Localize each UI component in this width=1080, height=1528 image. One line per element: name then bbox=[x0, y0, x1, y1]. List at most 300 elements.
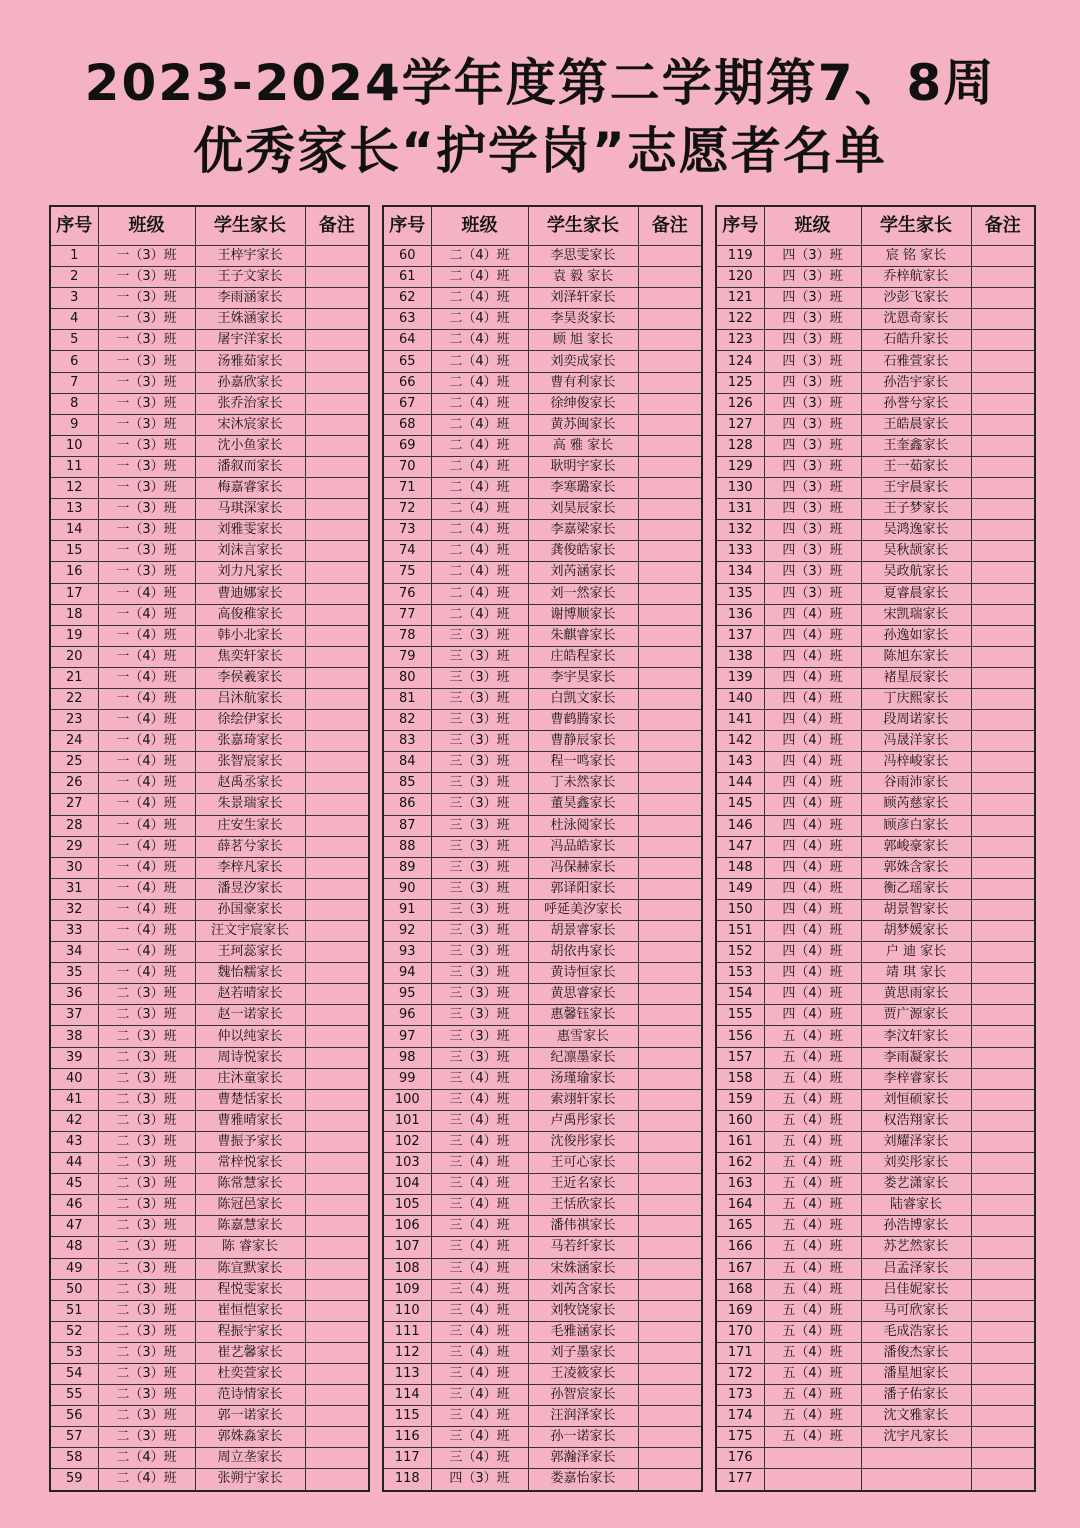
row-index: 95 bbox=[383, 984, 431, 1005]
row-parent-name bbox=[861, 1469, 971, 1491]
row-remark bbox=[971, 541, 1035, 562]
row-parent-name: 屠宇洋家长 bbox=[195, 330, 305, 351]
row-remark bbox=[971, 435, 1035, 456]
table-row bbox=[50, 667, 369, 688]
row-index: 72 bbox=[383, 499, 431, 520]
row-class: 四（3）班 bbox=[431, 1469, 528, 1491]
row-remark bbox=[971, 688, 1035, 709]
table-row bbox=[716, 562, 1035, 583]
row-remark bbox=[971, 1363, 1035, 1384]
row-index: 78 bbox=[383, 625, 431, 646]
row-remark bbox=[305, 773, 369, 794]
row-index: 151 bbox=[716, 921, 764, 942]
row-index: 110 bbox=[383, 1300, 431, 1321]
row-index: 3 bbox=[50, 288, 98, 309]
row-parent-name: 张智宸家长 bbox=[195, 752, 305, 773]
row-index: 10 bbox=[50, 435, 98, 456]
row-parent-name: 宸 铭 家长 bbox=[861, 246, 971, 267]
row-index: 92 bbox=[383, 921, 431, 942]
row-index: 2 bbox=[50, 267, 98, 288]
table-row bbox=[50, 688, 369, 709]
table-header-row bbox=[50, 206, 369, 246]
row-class: 二（3）班 bbox=[98, 1300, 195, 1321]
row-class: 三（4）班 bbox=[431, 1237, 528, 1258]
row-parent-name: 张嘉琦家长 bbox=[195, 731, 305, 752]
row-remark bbox=[305, 688, 369, 709]
row-remark bbox=[971, 1216, 1035, 1237]
table-row bbox=[50, 1321, 369, 1342]
table-row bbox=[716, 1342, 1035, 1363]
row-class: 一（4）班 bbox=[98, 604, 195, 625]
table-row bbox=[383, 688, 702, 709]
row-parent-name: 顾彦白家长 bbox=[861, 815, 971, 836]
table-row bbox=[716, 942, 1035, 963]
row-remark bbox=[638, 984, 702, 1005]
row-class: 三（3）班 bbox=[431, 878, 528, 899]
row-index: 88 bbox=[383, 836, 431, 857]
row-parent-name: 韩小北家长 bbox=[195, 625, 305, 646]
row-remark bbox=[638, 899, 702, 920]
table-row bbox=[50, 1174, 369, 1195]
row-class: 四（4）班 bbox=[764, 899, 861, 920]
row-remark bbox=[638, 1258, 702, 1279]
table-row bbox=[383, 1047, 702, 1068]
row-class: 二（3）班 bbox=[98, 1005, 195, 1026]
row-parent-name: 张朔宁家长 bbox=[195, 1469, 305, 1491]
row-class: 三（3）班 bbox=[431, 899, 528, 920]
table-row bbox=[383, 921, 702, 942]
row-remark bbox=[971, 1321, 1035, 1342]
row-index: 90 bbox=[383, 878, 431, 899]
row-remark bbox=[638, 1448, 702, 1469]
table-row bbox=[716, 667, 1035, 688]
table-row bbox=[383, 646, 702, 667]
row-remark bbox=[305, 1321, 369, 1342]
row-class: 二（4）班 bbox=[431, 541, 528, 562]
row-index: 73 bbox=[383, 520, 431, 541]
row-class: 一（3）班 bbox=[98, 520, 195, 541]
row-class: 四（4）班 bbox=[764, 878, 861, 899]
table-row bbox=[50, 478, 369, 499]
row-parent-name: 赵禹丞家长 bbox=[195, 773, 305, 794]
table-row bbox=[50, 710, 369, 731]
row-remark bbox=[638, 393, 702, 414]
row-parent-name bbox=[861, 1448, 971, 1469]
row-index: 5 bbox=[50, 330, 98, 351]
table-row bbox=[50, 456, 369, 477]
row-index: 45 bbox=[50, 1174, 98, 1195]
row-parent-name: 权浩翔家长 bbox=[861, 1110, 971, 1131]
row-remark bbox=[638, 942, 702, 963]
row-parent-name: 丁庆熙家长 bbox=[861, 688, 971, 709]
row-index: 47 bbox=[50, 1216, 98, 1237]
row-remark bbox=[971, 899, 1035, 920]
table-row bbox=[383, 1110, 702, 1131]
row-class: 四（3）班 bbox=[764, 541, 861, 562]
row-class: 四（3）班 bbox=[764, 246, 861, 267]
table-row bbox=[50, 372, 369, 393]
row-index: 143 bbox=[716, 752, 764, 773]
row-index: 22 bbox=[50, 688, 98, 709]
row-parent-name: 孙逸如家长 bbox=[861, 625, 971, 646]
row-parent-name: 赵若晴家长 bbox=[195, 984, 305, 1005]
row-class: 三（4）班 bbox=[431, 1131, 528, 1152]
row-index: 55 bbox=[50, 1385, 98, 1406]
row-index: 118 bbox=[383, 1469, 431, 1491]
table-row bbox=[50, 1363, 369, 1384]
row-class: 一（3）班 bbox=[98, 372, 195, 393]
row-remark bbox=[305, 1385, 369, 1406]
row-remark bbox=[305, 1195, 369, 1216]
row-remark bbox=[971, 1300, 1035, 1321]
row-parent-name: 高俊稚家长 bbox=[195, 604, 305, 625]
table-row bbox=[383, 1005, 702, 1026]
row-class: 三（3）班 bbox=[431, 646, 528, 667]
row-remark bbox=[305, 604, 369, 625]
table-row bbox=[716, 1005, 1035, 1026]
row-class: 一（4）班 bbox=[98, 836, 195, 857]
row-index: 91 bbox=[383, 899, 431, 920]
row-class: 一（4）班 bbox=[98, 731, 195, 752]
row-index: 23 bbox=[50, 710, 98, 731]
table-row bbox=[716, 1047, 1035, 1068]
table-row bbox=[383, 288, 702, 309]
row-class: 五（4）班 bbox=[764, 1321, 861, 1342]
row-parent-name: 潘俊杰家长 bbox=[861, 1342, 971, 1363]
table-row bbox=[716, 520, 1035, 541]
row-class: 二（3）班 bbox=[98, 1068, 195, 1089]
row-index: 107 bbox=[383, 1237, 431, 1258]
row-class: 一（4）班 bbox=[98, 899, 195, 920]
row-parent-name: 王恬欣家长 bbox=[528, 1195, 638, 1216]
row-remark bbox=[971, 1448, 1035, 1469]
row-parent-name: 宋沐宸家长 bbox=[195, 414, 305, 435]
table-row bbox=[383, 1363, 702, 1384]
row-parent-name: 耿明宇家长 bbox=[528, 456, 638, 477]
header-class: 班级 bbox=[98, 206, 195, 246]
table-row bbox=[50, 1448, 369, 1469]
row-parent-name: 呼延美汐家长 bbox=[528, 899, 638, 920]
table-row bbox=[716, 794, 1035, 815]
row-index: 58 bbox=[50, 1448, 98, 1469]
row-class: 三（4）班 bbox=[431, 1174, 528, 1195]
row-remark bbox=[638, 1026, 702, 1047]
row-remark bbox=[638, 1110, 702, 1131]
header-parent: 学生家长 bbox=[195, 206, 305, 246]
row-parent-name: 索翊轩家长 bbox=[528, 1089, 638, 1110]
row-parent-name: 陈常慧家长 bbox=[195, 1174, 305, 1195]
row-index: 177 bbox=[716, 1469, 764, 1491]
row-parent-name: 胡依冉家长 bbox=[528, 942, 638, 963]
row-parent-name: 李思雯家长 bbox=[528, 246, 638, 267]
row-remark bbox=[638, 794, 702, 815]
row-parent-name: 常梓悦家长 bbox=[195, 1153, 305, 1174]
row-remark bbox=[305, 246, 369, 267]
row-remark bbox=[971, 963, 1035, 984]
row-remark bbox=[305, 1131, 369, 1152]
row-class: 三（3）班 bbox=[431, 942, 528, 963]
table-row bbox=[383, 1131, 702, 1152]
row-remark bbox=[971, 878, 1035, 899]
row-class: 一（4）班 bbox=[98, 583, 195, 604]
table-row bbox=[50, 1258, 369, 1279]
table-row bbox=[50, 1195, 369, 1216]
row-remark bbox=[305, 1237, 369, 1258]
row-class: 二（3）班 bbox=[98, 1131, 195, 1152]
row-index: 164 bbox=[716, 1195, 764, 1216]
table-row bbox=[716, 309, 1035, 330]
header-remark: 备注 bbox=[638, 206, 702, 246]
row-index: 81 bbox=[383, 688, 431, 709]
row-class: 二（3）班 bbox=[98, 1089, 195, 1110]
table-row bbox=[716, 878, 1035, 899]
row-remark bbox=[971, 1258, 1035, 1279]
row-parent-name: 王子文家长 bbox=[195, 267, 305, 288]
row-class: 二（4）班 bbox=[431, 583, 528, 604]
table-row bbox=[383, 520, 702, 541]
row-parent-name: 潘叙而家长 bbox=[195, 456, 305, 477]
row-class: 三（4）班 bbox=[431, 1089, 528, 1110]
row-parent-name: 赵一诺家长 bbox=[195, 1005, 305, 1026]
row-index: 159 bbox=[716, 1089, 764, 1110]
row-remark bbox=[638, 288, 702, 309]
row-index: 120 bbox=[716, 267, 764, 288]
row-remark bbox=[971, 1195, 1035, 1216]
row-remark bbox=[971, 625, 1035, 646]
row-index: 157 bbox=[716, 1047, 764, 1068]
table-row bbox=[716, 246, 1035, 267]
row-class: 二（3）班 bbox=[98, 1153, 195, 1174]
table-header-row bbox=[716, 206, 1035, 246]
row-index: 35 bbox=[50, 963, 98, 984]
row-class: 四（4）班 bbox=[764, 752, 861, 773]
row-parent-name: 娄艺潇家长 bbox=[861, 1174, 971, 1195]
row-remark bbox=[638, 330, 702, 351]
row-index: 82 bbox=[383, 710, 431, 731]
row-index: 97 bbox=[383, 1026, 431, 1047]
row-parent-name: 汤瑾瑜家长 bbox=[528, 1068, 638, 1089]
row-index: 125 bbox=[716, 372, 764, 393]
row-parent-name: 孙誉兮家长 bbox=[861, 393, 971, 414]
row-parent-name: 陈嘉慧家长 bbox=[195, 1216, 305, 1237]
row-remark bbox=[638, 1363, 702, 1384]
row-parent-name: 陈旭东家长 bbox=[861, 646, 971, 667]
row-remark bbox=[971, 1110, 1035, 1131]
row-parent-name: 董昊鑫家长 bbox=[528, 794, 638, 815]
row-remark bbox=[971, 752, 1035, 773]
header-parent: 学生家长 bbox=[861, 206, 971, 246]
row-index: 113 bbox=[383, 1363, 431, 1384]
table-row bbox=[383, 330, 702, 351]
row-remark bbox=[971, 604, 1035, 625]
table-row bbox=[50, 583, 369, 604]
row-class: 四（4）班 bbox=[764, 984, 861, 1005]
row-class: 三（3）班 bbox=[431, 625, 528, 646]
row-parent-name: 袁 毅 家长 bbox=[528, 267, 638, 288]
table-row bbox=[383, 963, 702, 984]
table-row bbox=[383, 267, 702, 288]
row-remark bbox=[638, 1321, 702, 1342]
table-row bbox=[716, 1068, 1035, 1089]
row-remark bbox=[971, 499, 1035, 520]
row-remark bbox=[305, 1300, 369, 1321]
row-class: 四（4）班 bbox=[764, 794, 861, 815]
table-row bbox=[716, 773, 1035, 794]
row-parent-name: 庄沐童家长 bbox=[195, 1068, 305, 1089]
row-index: 161 bbox=[716, 1131, 764, 1152]
table-row bbox=[383, 562, 702, 583]
row-parent-name: 刘牧饶家长 bbox=[528, 1300, 638, 1321]
row-parent-name: 郭瀚泽家长 bbox=[528, 1448, 638, 1469]
row-class: 五（4）班 bbox=[764, 1427, 861, 1448]
row-remark bbox=[971, 1279, 1035, 1300]
row-parent-name: 徐绘伊家长 bbox=[195, 710, 305, 731]
table-row bbox=[716, 963, 1035, 984]
row-remark bbox=[971, 815, 1035, 836]
table-row bbox=[383, 541, 702, 562]
row-remark bbox=[638, 815, 702, 836]
row-parent-name: 庄安生家长 bbox=[195, 815, 305, 836]
table-row bbox=[716, 456, 1035, 477]
row-class: 三（3）班 bbox=[431, 688, 528, 709]
row-index: 83 bbox=[383, 731, 431, 752]
title-line-2: 优秀家长“护学岗”志愿者名单 bbox=[193, 122, 887, 180]
row-class: 四（4）班 bbox=[764, 646, 861, 667]
row-class: 一（3）班 bbox=[98, 478, 195, 499]
row-class: 四（4）班 bbox=[764, 1005, 861, 1026]
row-class: 二（3）班 bbox=[98, 1279, 195, 1300]
row-index: 176 bbox=[716, 1448, 764, 1469]
table-row bbox=[50, 857, 369, 878]
table-row bbox=[50, 836, 369, 857]
row-index: 124 bbox=[716, 351, 764, 372]
table-row bbox=[50, 288, 369, 309]
table-row bbox=[716, 1153, 1035, 1174]
row-class: 二（3）班 bbox=[98, 1258, 195, 1279]
row-remark bbox=[971, 351, 1035, 372]
table-row bbox=[50, 646, 369, 667]
table-row bbox=[383, 583, 702, 604]
row-parent-name: 孙浩博家长 bbox=[861, 1216, 971, 1237]
row-remark bbox=[305, 1427, 369, 1448]
table-row bbox=[383, 604, 702, 625]
row-remark bbox=[638, 246, 702, 267]
row-parent-name: 吴鸿逸家长 bbox=[861, 520, 971, 541]
row-index: 140 bbox=[716, 688, 764, 709]
row-parent-name: 杜泳阅家长 bbox=[528, 815, 638, 836]
row-parent-name: 惠雪家长 bbox=[528, 1026, 638, 1047]
row-index: 134 bbox=[716, 562, 764, 583]
table-row bbox=[383, 1300, 702, 1321]
header-parent: 学生家长 bbox=[528, 206, 638, 246]
row-parent-name: 王奎鑫家长 bbox=[861, 435, 971, 456]
row-class: 二（3）班 bbox=[98, 1363, 195, 1384]
row-parent-name: 潘伟祺家长 bbox=[528, 1216, 638, 1237]
table-row bbox=[50, 1026, 369, 1047]
row-class: 三（4）班 bbox=[431, 1427, 528, 1448]
row-parent-name: 郭峻豪家长 bbox=[861, 836, 971, 857]
table-row bbox=[50, 1342, 369, 1363]
row-parent-name: 崔艺馨家长 bbox=[195, 1342, 305, 1363]
row-remark bbox=[971, 1427, 1035, 1448]
row-index: 46 bbox=[50, 1195, 98, 1216]
row-parent-name: 马可欣家长 bbox=[861, 1300, 971, 1321]
header-index: 序号 bbox=[50, 206, 98, 246]
table-row bbox=[716, 1026, 1035, 1047]
row-parent-name: 胡景睿家长 bbox=[528, 921, 638, 942]
row-index: 60 bbox=[383, 246, 431, 267]
row-class: 五（4）班 bbox=[764, 1195, 861, 1216]
row-parent-name: 王珂蕊家长 bbox=[195, 942, 305, 963]
row-index: 44 bbox=[50, 1153, 98, 1174]
table-row bbox=[383, 836, 702, 857]
row-remark bbox=[638, 1131, 702, 1152]
row-remark bbox=[638, 646, 702, 667]
row-remark bbox=[971, 773, 1035, 794]
row-parent-name: 李梓凡家长 bbox=[195, 857, 305, 878]
row-index: 13 bbox=[50, 499, 98, 520]
row-remark bbox=[638, 267, 702, 288]
row-class: 二（3）班 bbox=[98, 1237, 195, 1258]
table-row bbox=[716, 1258, 1035, 1279]
row-index: 106 bbox=[383, 1216, 431, 1237]
row-index: 146 bbox=[716, 815, 764, 836]
row-parent-name: 曹迪娜家长 bbox=[195, 583, 305, 604]
table-row bbox=[716, 499, 1035, 520]
table-row bbox=[383, 625, 702, 646]
row-class: 三（4）班 bbox=[431, 1321, 528, 1342]
row-remark bbox=[638, 710, 702, 731]
row-index: 102 bbox=[383, 1131, 431, 1152]
row-remark bbox=[305, 984, 369, 1005]
header-remark: 备注 bbox=[971, 206, 1035, 246]
table-row bbox=[50, 1131, 369, 1152]
row-parent-name: 苏艺然家长 bbox=[861, 1237, 971, 1258]
row-parent-name: 沈小鱼家长 bbox=[195, 435, 305, 456]
row-index: 93 bbox=[383, 942, 431, 963]
row-parent-name: 衡乙瑶家长 bbox=[861, 878, 971, 899]
row-index: 34 bbox=[50, 942, 98, 963]
table-row bbox=[716, 1406, 1035, 1427]
row-parent-name: 王梓宇家长 bbox=[195, 246, 305, 267]
row-class: 四（4）班 bbox=[764, 604, 861, 625]
row-remark bbox=[638, 414, 702, 435]
row-class: 二（3）班 bbox=[98, 1321, 195, 1342]
row-parent-name: 李梓睿家长 bbox=[861, 1068, 971, 1089]
row-index: 137 bbox=[716, 625, 764, 646]
row-remark bbox=[638, 1469, 702, 1491]
row-parent-name: 崔恒恺家长 bbox=[195, 1300, 305, 1321]
table-row bbox=[383, 878, 702, 899]
row-remark bbox=[305, 520, 369, 541]
row-remark bbox=[638, 309, 702, 330]
row-class: 三（4）班 bbox=[431, 1342, 528, 1363]
row-remark bbox=[638, 688, 702, 709]
row-index: 154 bbox=[716, 984, 764, 1005]
table-row bbox=[383, 1279, 702, 1300]
row-class: 五（4）班 bbox=[764, 1385, 861, 1406]
row-parent-name: 潘子佑家长 bbox=[861, 1385, 971, 1406]
row-index: 63 bbox=[383, 309, 431, 330]
row-index: 85 bbox=[383, 773, 431, 794]
row-class: 一（3）班 bbox=[98, 541, 195, 562]
row-parent-name: 刘一然家长 bbox=[528, 583, 638, 604]
row-class: 一（3）班 bbox=[98, 435, 195, 456]
row-index: 172 bbox=[716, 1363, 764, 1384]
row-class: 四（3）班 bbox=[764, 583, 861, 604]
row-remark bbox=[638, 1047, 702, 1068]
row-class: 二（3）班 bbox=[98, 1385, 195, 1406]
